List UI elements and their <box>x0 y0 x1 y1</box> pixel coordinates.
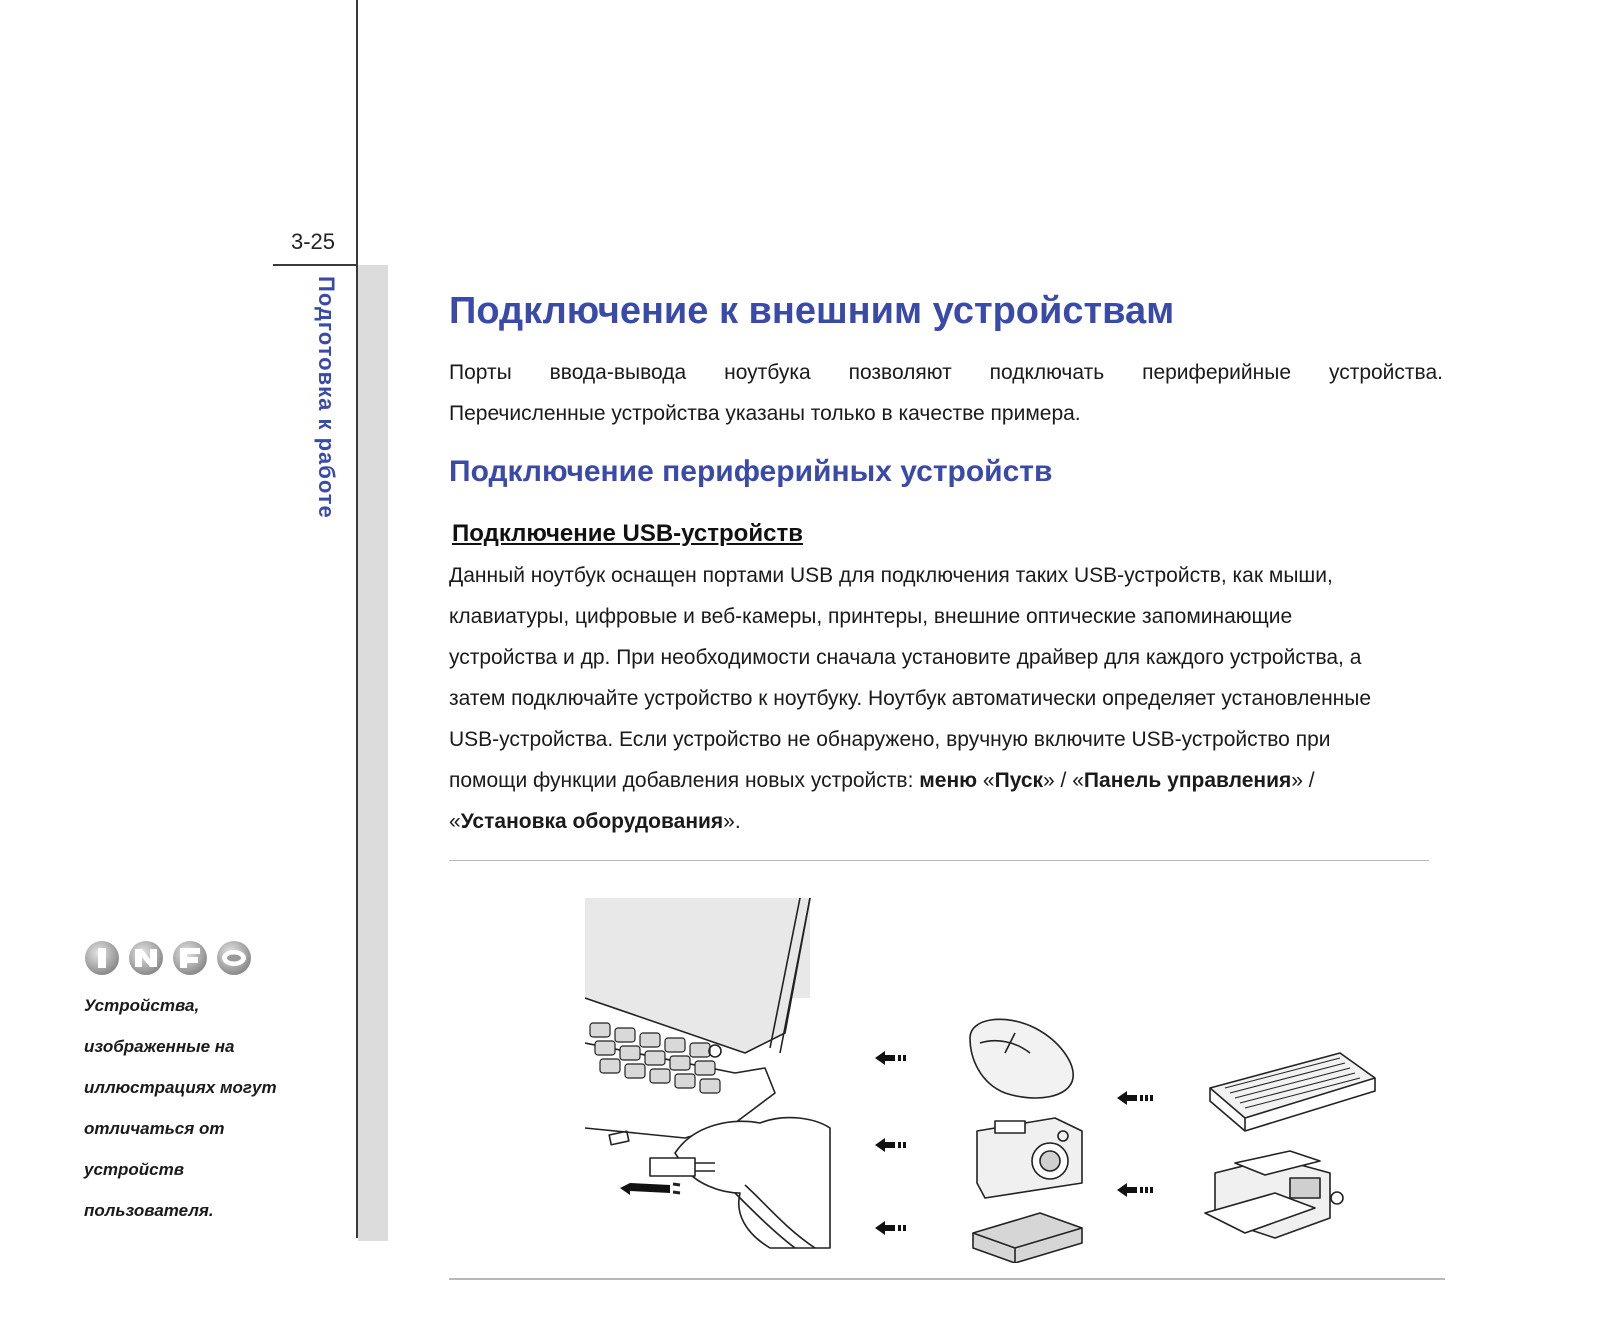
usb-devices-illustration <box>585 893 1385 1263</box>
hardware-setup-term: Установка оборудования <box>460 810 724 833</box>
usb-paragraph <box>449 555 1449 842</box>
intro-word: устройства. <box>1328 361 1443 384</box>
info-note-line: устройств <box>84 1160 185 1179</box>
line-text: ». <box>723 810 741 833</box>
paragraph-line: устройства и др. При необходимости сначала установите драйвер для каждого устройства, а <box>449 646 1362 669</box>
line-text: » / « <box>1043 769 1084 792</box>
line-text: « <box>977 769 995 792</box>
info-note <box>84 985 314 1231</box>
line-text: помощи функции добавления новых устройств: <box>449 769 920 792</box>
info-logo-circle-n <box>129 941 163 975</box>
laptop-illustration <box>585 898 810 1145</box>
paragraph-line: клавиатуры, цифровые и веб-камеры, принтеры, внешние оптические запоминающие <box>449 605 1293 628</box>
intro-line-1 <box>449 352 1443 393</box>
info-logo-circle-i <box>85 941 119 975</box>
hand-with-usb-plug-illustration <box>620 1118 830 1248</box>
intro-word: Порты <box>449 361 512 384</box>
page-number: 3-25 <box>291 229 336 254</box>
intro-paragraph <box>449 352 1443 434</box>
start-term: Пуск <box>994 769 1044 792</box>
sidebar-gray-bar <box>358 265 388 1241</box>
paragraph-line: USB-устройства. Если устройство не обнаружено, вручную включите USB-устройство при <box>449 728 1331 751</box>
intro-word: ввода-вывода <box>549 361 687 384</box>
info-note-line: отличаться от <box>84 1119 225 1138</box>
control-panel-term: Панель управления <box>1083 769 1292 792</box>
info-logo-circle-o <box>217 941 251 975</box>
separator-top <box>449 860 1429 861</box>
info-logo-icon <box>84 940 259 976</box>
paragraph-line <box>449 801 1449 842</box>
info-note-line: изображенные на <box>84 1037 235 1056</box>
page-title: Подключение к внешним устройствам <box>449 290 1175 332</box>
info-note-line: Устройства, <box>84 996 200 1015</box>
intro-word: периферийные <box>1142 361 1292 384</box>
digital-camera-illustration <box>977 1118 1082 1198</box>
intro-word: подключать <box>989 361 1105 384</box>
line-text: « <box>449 810 461 833</box>
paragraph-line <box>449 760 1449 801</box>
intro-word: ноутбука <box>724 361 811 384</box>
page-number-rule <box>273 264 358 266</box>
line-text: » / <box>1291 769 1315 792</box>
info-note-line: иллюстрациях могут <box>84 1078 277 1097</box>
section-heading: Подключение USB-устройств <box>452 520 803 547</box>
chapter-title-vertical: Подготовка к работе <box>314 276 339 519</box>
menu-term: меню <box>919 769 978 792</box>
keyboard-illustration <box>1210 1053 1375 1131</box>
section-subtitle: Подключение периферийных устройств <box>449 455 1053 488</box>
printer-illustration <box>1205 1151 1343 1238</box>
intro-word: позволяют <box>848 361 952 384</box>
paragraph-line: затем подключайте устройство к ноутбуку. Ноутбук автоматически определяет установленные <box>449 687 1372 710</box>
paragraph-line: Данный ноутбук оснащен портами USB для подключения таких USB-устройств, как мыши, <box>449 564 1333 587</box>
intro-line-2: Перечисленные устройства указаны только в качестве примера. <box>449 402 1081 425</box>
separator-bottom <box>449 1278 1445 1280</box>
mouse-illustration <box>970 1019 1073 1098</box>
external-drive-illustration <box>973 1213 1082 1263</box>
info-logo-circle-f <box>173 941 207 975</box>
info-note-line: пользователя. <box>84 1201 214 1220</box>
